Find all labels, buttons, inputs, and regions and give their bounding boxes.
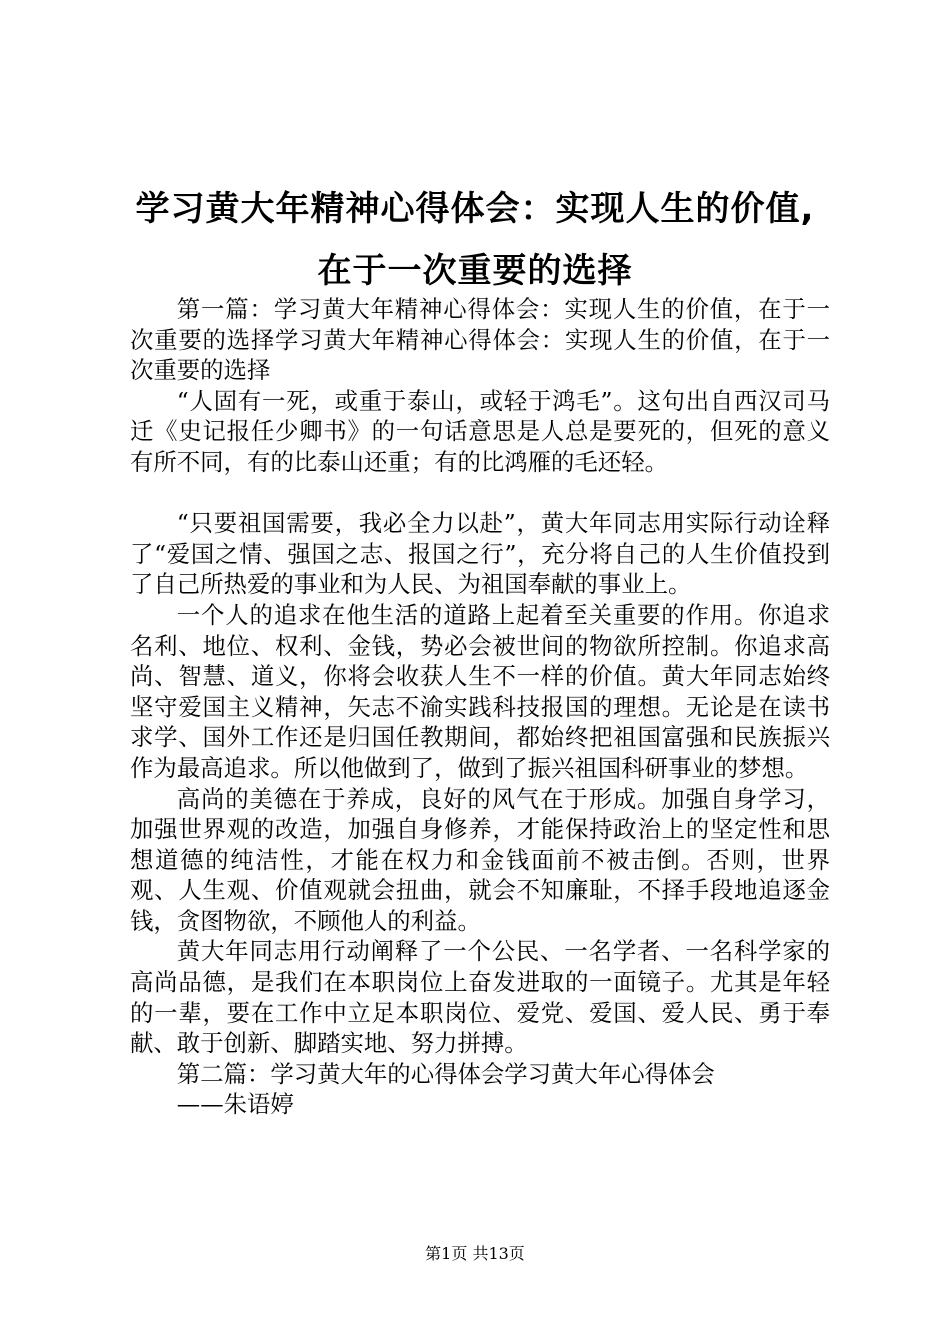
document-title-line-2: 在于一次重要的选择 — [317, 251, 633, 291]
document-title-line-1: 学习黄大年精神心得体会：实现人生的价值, — [135, 189, 815, 229]
paragraph-second-heading: 第二篇：学习黄大年的心得体会学习黄大年心得体会 — [176, 1059, 715, 1088]
page-number-footer: 第1页 共13页 — [425, 1244, 525, 1263]
paragraph-motherland: “只要祖国需要，我必全力以赴”，黄大年同志用实际行动诠释了“爱国之情、强国之志、报国之行”，充分将自己的人生价值投到了自己所热爱的事业和为人民、为祖国奉献的事业上。 — [130, 509, 830, 599]
paragraph-virtue: 高尚的美德在于养成，良好的风气在于形成。加强自身学习，加强世界观的改造，加强自身修养，才能保持政治上的坚定性和思想道德的纯洁性，才能在权力和金钱面前不被击倒。否则，世界观、人生观、价值观就会扭曲，就会不知廉耻，不择手段地追逐金钱，贪图物欲，不顾他人的利益。 — [130, 784, 830, 935]
paragraph-author: ——朱语婷 — [176, 1090, 294, 1119]
paragraph-first-heading: 第一篇：学习黄大年精神心得体会：实现人生的价值，在于一次重要的选择学习黄大年精神心得体会：实现人生的价值，在于一次重要的选择 — [130, 295, 830, 385]
paragraph-example: 黄大年同志用行动阐释了一个公民、一名学者、一名科学家的高尚品德，是我们在本职岗位上奋发进取的一面镜子。尤其是年轻的一辈，要在工作中立足本职岗位、爱党、爱国、爱人民、勇于奉献、敢于创新、脚踏实地、努力拼搏。 — [130, 937, 830, 1058]
document-body — [130, 294, 830, 1120]
paragraph-quote: “人固有一死，或重于泰山，或轻于鸿毛”。这句出自西汉司马迁《史记报任少卿书》的一句话意思是人总是要死的，但死的意义有所不同，有的比泰山还重；有的比鸿雁的毛还轻。 — [130, 386, 830, 476]
paragraph-pursuit: 一个人的追求在他生活的道路上起着至关重要的作用。你追求名利、地位、权利、金钱，势必会被世间的物欲所控制。你追求高尚、智慧、道义，你将会收获人生不一样的价值。黄大年同志始终坚守爱国主义精神，矢志不渝实践科技报国的理想。无论是在读书求学、国外工作还是归国任教期间，都始终把祖国富强和民族振兴作为最高追求。所以他做到了，做到了振兴祖国科研事业的梦想。 — [130, 600, 830, 782]
